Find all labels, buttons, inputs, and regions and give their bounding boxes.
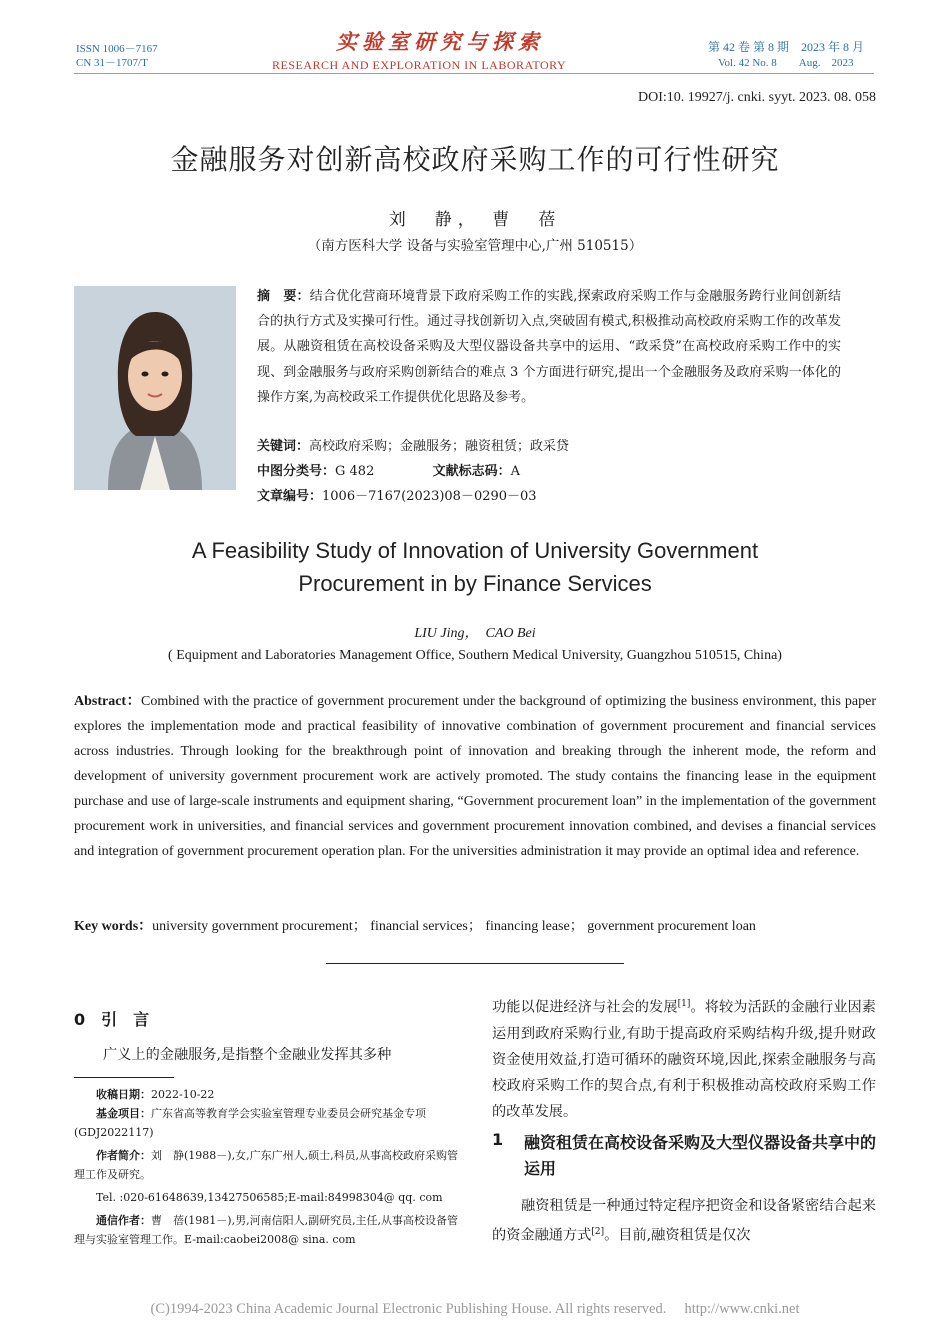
- article-no-label: 文章编号：: [257, 489, 323, 504]
- footnotes: [74, 1085, 462, 1249]
- doi: DOI:10. 19927/j. cnki. syyt. 2023. 08. 058: [638, 90, 876, 105]
- citation-1[interactable]: [1]: [677, 999, 691, 1009]
- affiliation-cn: （南方医科大学 设备与实验室管理中心,广州 510515）: [307, 238, 643, 254]
- authors-cn: 刘 静， 曹 蓓: [388, 210, 562, 230]
- abstract-cn-label: 摘 要：: [257, 289, 310, 304]
- journal-title-en: RESEARCH AND EXPLORATION IN LABORATORY: [272, 58, 567, 72]
- contact-info: Tel. :020-61648639,13427506585;E-mail:84998304@ qq. com: [96, 1191, 443, 1204]
- abstract-cn: [257, 284, 841, 410]
- section-0-paragraph-left: 广义上的金融服务,是指整个金融业发挥其多种: [103, 1047, 392, 1063]
- abstract-en: [74, 689, 876, 864]
- section-1-title: 融资租赁在高校设备采购及大型仪器设备共享中的运用: [524, 1133, 877, 1178]
- keywords-cn: [257, 434, 841, 459]
- section-0-paragraph-right: [492, 991, 876, 1125]
- fund-label: 基金项目：: [96, 1107, 151, 1120]
- doc-code-value: A: [510, 464, 521, 479]
- para-right-text-a: 功能以促进经济与社会的发展: [492, 999, 678, 1016]
- section-1-text-a: 融资租赁是一种通过特定程序把资金和设备紧密结合起来的资金融通方式: [492, 1198, 876, 1244]
- author-photo: [74, 286, 236, 490]
- section-1-number: 1: [492, 1130, 504, 1149]
- journal-title-cn: 实验室研究与探索: [336, 29, 544, 54]
- authors-en: LIU Jing， CAO Bei: [414, 626, 536, 641]
- received-date: [74, 1085, 462, 1104]
- title-en-line1: A Feasibility Study of Innovation of University Government: [191, 538, 759, 563]
- section-1-text-b: 。目前,融资租赁是仅次: [604, 1227, 751, 1244]
- doc-code-label: 文献标志码：: [432, 464, 511, 479]
- section-0-heading: 0 引 言: [74, 1010, 150, 1029]
- bio-value: 刘 静(1988－),女,广东广州人,硕士,科员,从事高校政府采购管理工作及研究。: [74, 1149, 459, 1181]
- header-rule: [74, 73, 874, 74]
- affiliation-en: ( Equipment and Laboratories Management Office, Southern Medical University, Guangzhou 510515, China): [168, 648, 782, 663]
- article-no-value: 1006－7167(2023)08－0290－03: [322, 489, 537, 504]
- title-cn: 金融服务对创新高校政府采购工作的可行性研究: [170, 143, 780, 176]
- volume-en: Vol. 42 No. 8 Aug. 2023: [718, 57, 854, 69]
- keywords-en-label: Key words：: [74, 919, 153, 934]
- abstract-cn-text: 结合优化营商环境背景下政府采购工作的实践,探索政府采购工作与金融服务跨行业间创新结合的执行方式及实操可行性。通过寻找创新切入点,突破固有模式,积极推动高校政府采购工作的改革发展。从融资租赁在高校设备采购及大型仪器设备共享中的运用、“政采贷”在高校政府采购工作中的实现、到金融服务与政府采购创新结合的难点 3 个方面进行研究,提出一个金融服务及政府采购一体化的操作方案,为高校政采工作提供优化思路及参考。: [257, 289, 841, 405]
- corr-value: 曹 蓓(1981－),男,河南信阳人,副研究员,主任,从事高校设备管理与实验室管理工作。E-mail:caobei2008@ sina. com: [74, 1214, 459, 1246]
- section-separator: [326, 963, 624, 964]
- keywords-cn-label: 关键词：: [257, 439, 310, 454]
- cn-number: CN 31－1707/T: [76, 57, 148, 69]
- section-1-paragraph: [492, 1193, 876, 1249]
- abstract-en-label: Abstract：: [74, 694, 142, 709]
- received-label: 收稿日期：: [96, 1088, 151, 1101]
- bio-label: 作者简介：: [96, 1149, 151, 1162]
- clc-label: 中图分类号：: [257, 464, 336, 479]
- keywords-cn-text: 高校政府采购；金融服务；融资租赁；政采贷: [309, 439, 570, 454]
- copyright-footer: (C)1994-2023 China Academic Journal Electronic Publishing House. All rights reserved. http://www.cnki.net: [150, 1301, 800, 1317]
- title-en-line2: Procurement in by Finance Services: [298, 571, 652, 596]
- classification-line: [257, 459, 841, 484]
- corresponding-author: [74, 1211, 462, 1249]
- section-1-heading: [492, 1130, 876, 1182]
- fund-value: 广东省高等教育学会实验室管理专业委员会研究基金专项(GDJ2022117): [74, 1107, 426, 1139]
- keywords-en: [74, 914, 876, 939]
- author-portrait-image: [74, 286, 236, 490]
- corr-label: 通信作者：: [96, 1214, 151, 1227]
- fund-project: [74, 1104, 462, 1142]
- author-bio: [74, 1146, 462, 1184]
- clc-value: G 482: [335, 464, 375, 479]
- volume-cn: 第 42 卷 第 8 期 2023 年 8 月: [708, 40, 865, 54]
- abstract-en-text: Combined with the practice of government procurement under the background of optimizing the business environment, this paper explores the implementation mode and practical feasibility of innovative combination of government procurement and financial services across industries. Through looking for the breakthrough point of innovation and breaking through the inherent mode, the reform and development of university government procurement work are actively promoted. The study contains the financing lease in the equipment purchase and use of large-scale instruments and equipment sharing, “Government procurement loan” in the implementation of the government procurement work in universities, and financial services and government procurement innovation combined, and devises a financial services and integration of government procurement operation plan. For the universities administration it may provide an optimal idea and reference.: [74, 694, 876, 859]
- footnote-rule: [74, 1077, 174, 1078]
- article-number-line: [257, 484, 841, 509]
- citation-2[interactable]: [2]: [591, 1227, 605, 1237]
- received-value: 2022-10-22: [151, 1088, 215, 1101]
- issn: ISSN 1006－7167: [76, 43, 158, 55]
- para-right-text-b: 。将较为活跃的金融行业因素运用到政府采购行业,有助于提高政府采购结构升级,提升财政资金使用效益,打造可循环的融资环境,因此,探索金融服务与高校政府采购工作的契合点,有利于积极推动高校政府采购工作的改革发展。: [492, 999, 876, 1120]
- keywords-en-text: university government procurement； financial services； financing lease； government procurement loan: [152, 919, 756, 934]
